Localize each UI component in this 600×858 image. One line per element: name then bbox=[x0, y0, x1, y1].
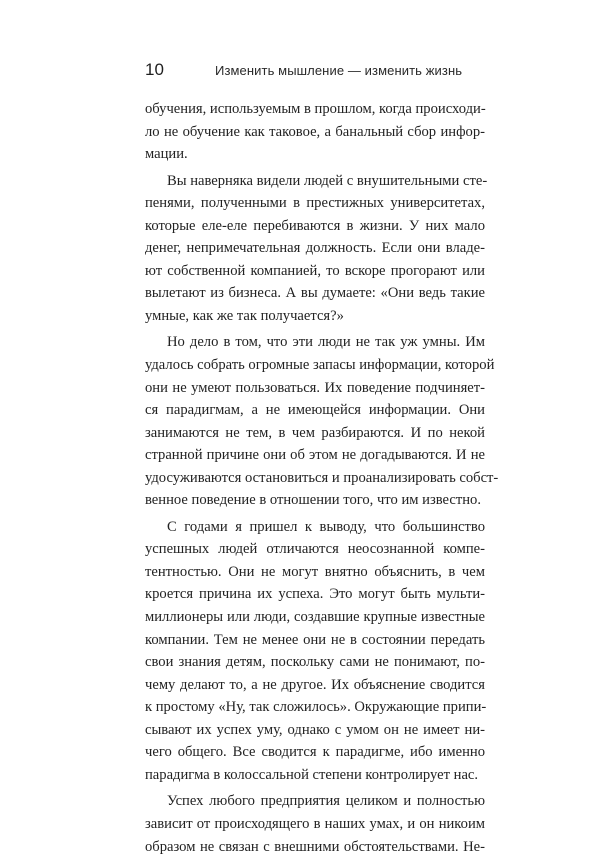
text-line: мации. bbox=[145, 143, 485, 166]
text-line: денег, непримечательная должность. Если они владе- bbox=[145, 237, 485, 260]
text-line: сывают их успех уму, однако с умом он не имеет ни- bbox=[145, 719, 485, 742]
text-line: Вы наверняка видели людей с внушительными сте- bbox=[145, 170, 485, 193]
text-line: Успех любого предприятия целиком и полностью bbox=[145, 790, 485, 813]
text-line: миллионеры или люди, создавшие крупные известные bbox=[145, 606, 485, 629]
chapter-title: Изменить мышление — изменить жизнь bbox=[215, 61, 462, 81]
text-line: вылетают из бизнеса. А вы думаете: «Они ведь такие bbox=[145, 282, 485, 305]
text-line: успешных людей отличаются неосознанной компе- bbox=[145, 538, 485, 561]
text-line: обучения, используемым в прошлом, когда происходи- bbox=[145, 98, 485, 121]
text-line: удалось собрать огромные запасы информации, которой bbox=[145, 354, 485, 377]
paragraph-2 bbox=[145, 170, 485, 328]
text-line: они не умеют пользоваться. Их поведение подчиняет- bbox=[145, 377, 485, 400]
text-line: венное поведение в отношении того, что им известно. bbox=[145, 489, 485, 512]
text-line: пенями, полученными в престижных университетах, bbox=[145, 192, 485, 215]
body-text bbox=[145, 98, 485, 858]
text-line: ют собственной компанией, то вскоре прогорают или bbox=[145, 260, 485, 283]
text-line: Но дело в том, что эти люди не так уж умны. Им bbox=[145, 331, 485, 354]
text-line: занимаются не тем, в чем разбираются. И по некой bbox=[145, 422, 485, 445]
paragraph-3 bbox=[145, 331, 485, 511]
text-line: удосуживаются остановиться и проанализировать собст- bbox=[145, 467, 485, 490]
text-line: которые еле-еле перебиваются в жизни. У них мало bbox=[145, 215, 485, 238]
page-number: 10 bbox=[145, 60, 164, 80]
text-line: парадигма в колоссальной степени контролирует нас. bbox=[145, 764, 485, 787]
text-line: кроется причина их успеха. Это могут быть мульти- bbox=[145, 583, 485, 606]
text-line: умные, как же так получается?» bbox=[145, 305, 485, 328]
text-line: С годами я пришел к выводу, что большинство bbox=[145, 516, 485, 539]
text-line: образом не связан с внешними обстоятельствами. Не- bbox=[145, 836, 485, 858]
text-line: компании. Тем не менее они не в состоянии передать bbox=[145, 629, 485, 652]
text-line: чего общего. Все сводится к парадигме, ибо именно bbox=[145, 741, 485, 764]
text-line: ся парадигмам, а не имеющейся информации. Они bbox=[145, 399, 485, 422]
paragraph-4 bbox=[145, 516, 485, 787]
text-line: зависит от происходящего в наших умах, и он никоим bbox=[145, 813, 485, 836]
text-line: свои знания детям, поскольку сами не понимают, по- bbox=[145, 651, 485, 674]
paragraph-1 bbox=[145, 98, 485, 166]
text-line: ло не обучение как таковое, а банальный сбор инфор- bbox=[145, 121, 485, 144]
running-head bbox=[145, 60, 485, 82]
text-line: тентностью. Они не могут внятно объяснить, в чем bbox=[145, 561, 485, 584]
text-line: чему делают то, а не другое. Их объяснение сводится bbox=[145, 674, 485, 697]
paragraph-5 bbox=[145, 790, 485, 858]
text-line: странной причине они об этом не догадываются. И не bbox=[145, 444, 485, 467]
text-line: к простому «Ну, так сложилось». Окружающие припи- bbox=[145, 696, 485, 719]
